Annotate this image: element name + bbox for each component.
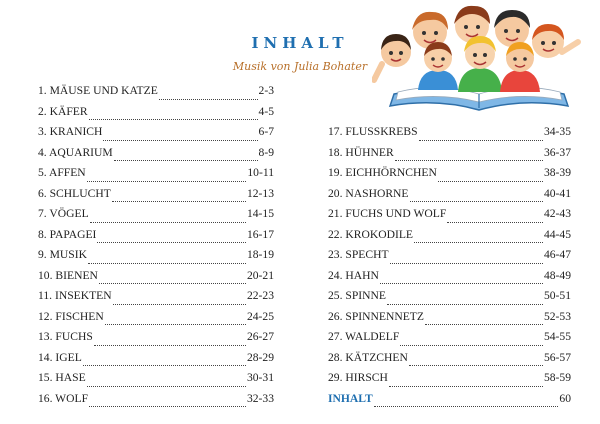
toc-entry-pages: 28-29 <box>246 350 274 364</box>
toc-entry-title: 1. MÄUSE UND KATZE <box>38 84 158 97</box>
toc-entry <box>38 84 274 105</box>
toc-right-column <box>328 125 571 412</box>
toc-entry-pages: 60 <box>559 391 571 405</box>
toc-entry-title: 22. KROKODILE <box>328 227 414 241</box>
toc-entry-pages: 46-47 <box>543 248 571 261</box>
toc-dot-leader <box>103 140 257 141</box>
toc-entry <box>38 187 274 208</box>
toc-entry-title: 14. IGEL <box>38 350 82 364</box>
toc-entry <box>38 166 274 187</box>
toc-entry-pages: 24-25 <box>246 309 274 323</box>
toc-entry <box>328 371 571 392</box>
toc-dot-leader <box>159 99 258 100</box>
toc-entry-title: 4. AQUARIUM <box>38 145 113 159</box>
toc-dot-leader <box>83 365 246 366</box>
toc-dot-leader <box>390 263 543 264</box>
toc-entry <box>38 125 274 146</box>
toc-entry-pages: 32-33 <box>246 391 274 405</box>
toc-entry-title: 25. SPINNE <box>328 289 386 302</box>
toc-dot-leader <box>89 119 258 120</box>
toc-dot-leader <box>380 283 543 284</box>
toc-entry <box>328 289 571 310</box>
toc-entry <box>328 146 571 167</box>
toc-entry <box>38 146 274 167</box>
toc-left-column <box>38 84 274 412</box>
toc-entry-title: 16. WOLF <box>38 391 89 405</box>
toc-entry-title: 13. FUCHS <box>38 330 93 343</box>
toc-entry-title: INHALT <box>328 391 373 405</box>
toc-dot-leader <box>400 345 543 346</box>
toc-dot-leader <box>447 222 543 223</box>
toc-entry-pages: 38-39 <box>543 166 571 179</box>
toc-dot-leader <box>97 242 246 243</box>
toc-entry <box>38 207 274 228</box>
toc-entry-pages: 4-5 <box>258 104 274 118</box>
toc-entry-pages: 6-7 <box>258 125 274 138</box>
toc-entry <box>38 248 274 269</box>
toc-dot-leader <box>387 304 543 305</box>
page-title: INHALT <box>251 34 349 52</box>
toc-entry-title: 29. HIRSCH <box>328 371 388 384</box>
toc-entry-pages: 54-55 <box>543 330 571 343</box>
toc-dot-leader <box>112 201 246 202</box>
toc-entry <box>328 125 571 146</box>
toc-entry-pages: 30-31 <box>246 371 274 384</box>
toc-entry-pages: 14-15 <box>246 207 274 220</box>
toc-entry-pages: 2-3 <box>258 84 274 97</box>
toc-dot-leader <box>410 201 543 202</box>
toc-dot-leader <box>438 181 543 182</box>
toc-entry-pages: 12-13 <box>246 186 274 200</box>
toc-entry-pages: 44-45 <box>543 227 571 241</box>
toc-dot-leader <box>419 140 543 141</box>
toc-entry-pages: 52-53 <box>543 309 571 323</box>
toc-entry-title: 27. WALDELF <box>328 330 400 343</box>
toc-entry <box>328 207 571 228</box>
toc-entry-title: 20. NASHORNE <box>328 186 409 200</box>
toc-dot-leader <box>105 324 246 325</box>
toc-entry-title: 28. KÄTZCHEN <box>328 350 408 364</box>
toc-dot-leader <box>389 386 543 387</box>
toc-entry-title: 17. FLUSSKREBS <box>328 125 418 138</box>
toc-entry <box>38 351 274 372</box>
toc-dot-leader <box>94 345 246 346</box>
toc-dot-leader <box>409 365 543 366</box>
toc-entry <box>328 248 571 269</box>
toc-dot-leader <box>89 406 246 407</box>
toc-entry <box>38 105 274 126</box>
toc-entry-title: 3. KRANICH <box>38 125 103 138</box>
toc-dot-leader <box>374 406 559 407</box>
toc-entry-title: 7. VÖGEL <box>38 207 89 220</box>
toc-entry-pages: 48-49 <box>543 268 571 282</box>
toc-entry-pages: 10-11 <box>247 166 274 179</box>
toc-entry-title: 21. FUCHS UND WOLF <box>328 207 447 220</box>
toc-entry-title: 9. MUSIK <box>38 248 87 261</box>
toc-dot-leader <box>88 263 246 264</box>
toc-entry <box>328 351 571 372</box>
toc-entry-pages: 8-9 <box>258 145 274 159</box>
toc-entry <box>328 269 571 290</box>
toc-entry-pages: 18-19 <box>246 248 274 261</box>
toc-dot-leader <box>114 160 258 161</box>
toc-dot-leader <box>425 324 543 325</box>
page-subtitle: Musik von Julia Bohater <box>232 60 368 73</box>
toc-dot-leader <box>90 222 246 223</box>
toc-entry <box>38 371 274 392</box>
toc-dot-leader <box>87 181 247 182</box>
toc-dot-leader <box>99 283 246 284</box>
toc-entry-pages: 36-37 <box>543 145 571 159</box>
toc-entry-title: 23. SPECHT <box>328 248 389 261</box>
toc-entry <box>328 330 571 351</box>
toc-entry-pages: 34-35 <box>543 125 571 138</box>
toc-entry-title: 11. INSEKTEN <box>38 289 112 302</box>
toc-entry-title: 5. AFFEN <box>38 166 86 179</box>
toc-entry-pages: 56-57 <box>543 350 571 364</box>
toc-entry <box>38 289 274 310</box>
toc-dot-leader <box>87 386 246 387</box>
toc-entry-title: 12. FISCHEN <box>38 309 104 323</box>
toc-entry-pages: 26-27 <box>246 330 274 343</box>
toc-entry-title: 19. EICHHÖRNCHEN <box>328 166 437 179</box>
toc-entry-pages: 22-23 <box>246 289 274 302</box>
toc-entry-title: 2. KÄFER <box>38 104 88 118</box>
toc-entry <box>38 228 274 249</box>
toc-entry <box>38 392 274 413</box>
toc-entry <box>328 166 571 187</box>
toc-entry-title: 8. PAPAGEI <box>38 227 97 241</box>
toc-entry-pages: 42-43 <box>543 207 571 220</box>
toc-entry-title: 24. HAHN <box>328 268 379 282</box>
toc-entry-pages: 20-21 <box>246 268 274 282</box>
toc-entry-title: 26. SPINNENNETZ <box>328 309 424 323</box>
toc-entry <box>328 392 571 413</box>
toc-entry-pages: 16-17 <box>246 227 274 241</box>
toc-dot-leader <box>414 242 543 243</box>
toc-entry-title: 15. HASE <box>38 371 86 384</box>
toc-entry <box>328 187 571 208</box>
toc-entry <box>38 310 274 331</box>
toc-entry-title: 18. HÜHNER <box>328 145 394 159</box>
toc-entry-title: 6. SCHLUCHT <box>38 186 111 200</box>
toc-dot-leader <box>113 304 246 305</box>
toc-dot-leader <box>395 160 543 161</box>
toc-entry <box>328 310 571 331</box>
toc-entry-pages: 58-59 <box>543 371 571 384</box>
children-reading-illustration <box>372 2 586 118</box>
toc-entry <box>38 330 274 351</box>
toc-entry-pages: 50-51 <box>543 289 571 302</box>
toc-entry <box>328 228 571 249</box>
toc-entry-pages: 40-41 <box>543 186 571 200</box>
toc-entry <box>38 269 274 290</box>
toc-entry-title: 10. BIENEN <box>38 268 98 282</box>
